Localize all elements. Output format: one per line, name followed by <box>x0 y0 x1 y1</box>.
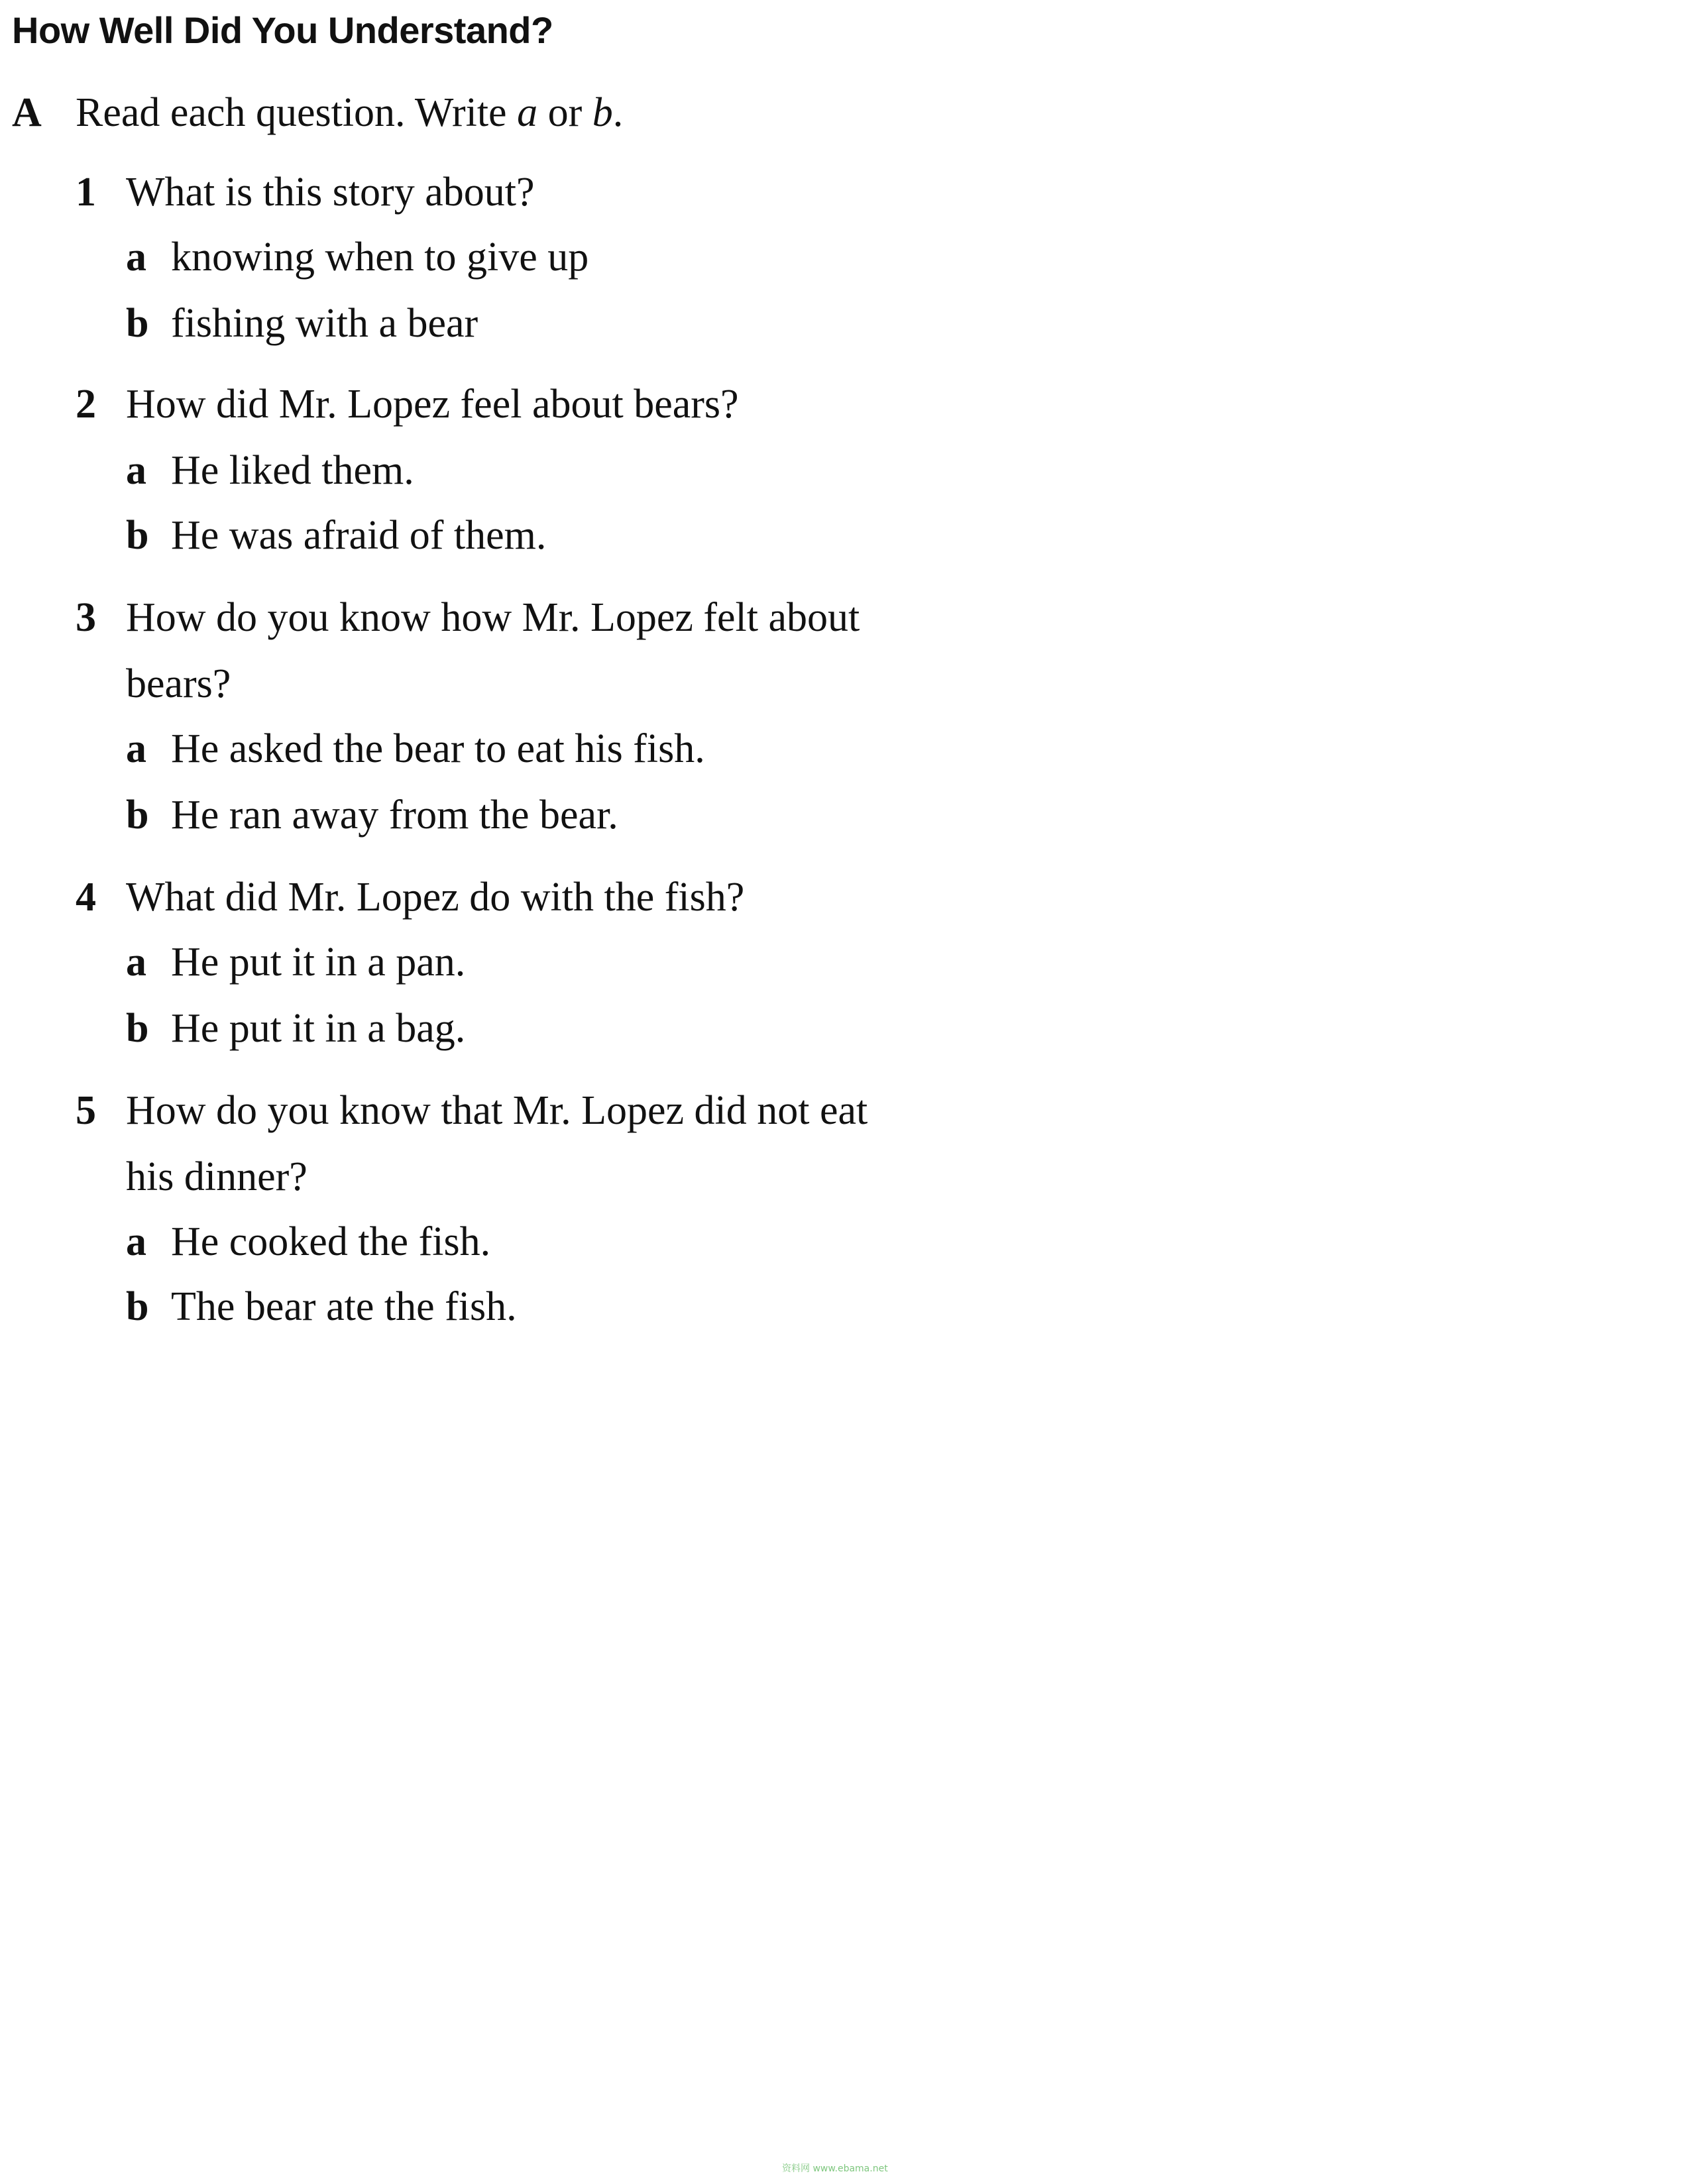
option-text: He liked them. <box>171 448 414 493</box>
option-text: He ran away from the bear. <box>171 792 618 838</box>
option-letter: b <box>126 1006 149 1051</box>
option-letter: a <box>126 940 146 985</box>
question-text: How do you know how Mr. Lopez felt about <box>126 595 860 640</box>
question-text: What is this story about? <box>126 170 535 215</box>
question-number: 2 <box>76 382 96 427</box>
option-letter: b <box>126 301 149 346</box>
instruction-choice-b: b <box>592 90 613 135</box>
option-text: He was afraid of them. <box>171 513 547 558</box>
option-letter: a <box>126 448 146 493</box>
option-letter: b <box>126 1284 149 1329</box>
option-text: knowing when to give up <box>171 235 589 280</box>
question-text-continued: bears? <box>126 661 231 706</box>
option-text: He put it in a bag. <box>171 1006 466 1051</box>
option-text: fishing with a bear <box>171 301 478 346</box>
instruction-middle: or <box>537 90 592 135</box>
page-title: How Well Did You Understand? <box>12 9 553 51</box>
section-letter: A <box>12 90 42 135</box>
option-text: He put it in a pan. <box>171 940 466 985</box>
option-letter: a <box>126 726 146 771</box>
option-letter: b <box>126 513 149 558</box>
question-number: 4 <box>76 875 96 920</box>
footer-watermark: 资料网 www.ebama.net <box>782 2163 888 2174</box>
question-number: 5 <box>76 1088 96 1133</box>
section-instruction <box>76 87 623 138</box>
question-text: How do you know that Mr. Lopez did not eat <box>126 1088 868 1133</box>
question-number: 3 <box>76 595 96 640</box>
instruction-before: Read each question. Write <box>76 90 518 135</box>
option-text: The bear ate the fish. <box>171 1284 517 1329</box>
question-text-continued: his dinner? <box>126 1154 308 1199</box>
instruction-choice-a: a <box>517 90 538 135</box>
question-text: What did Mr. Lopez do with the fish? <box>126 875 745 920</box>
question-text: How did Mr. Lopez feel about bears? <box>126 382 739 427</box>
option-letter: b <box>126 792 149 838</box>
option-letter: a <box>126 235 146 280</box>
option-text: He cooked the fish. <box>171 1219 491 1264</box>
option-text: He asked the bear to eat his fish. <box>171 726 705 771</box>
option-letter: a <box>126 1219 146 1264</box>
question-number: 1 <box>76 170 96 215</box>
instruction-after: . <box>612 90 624 135</box>
